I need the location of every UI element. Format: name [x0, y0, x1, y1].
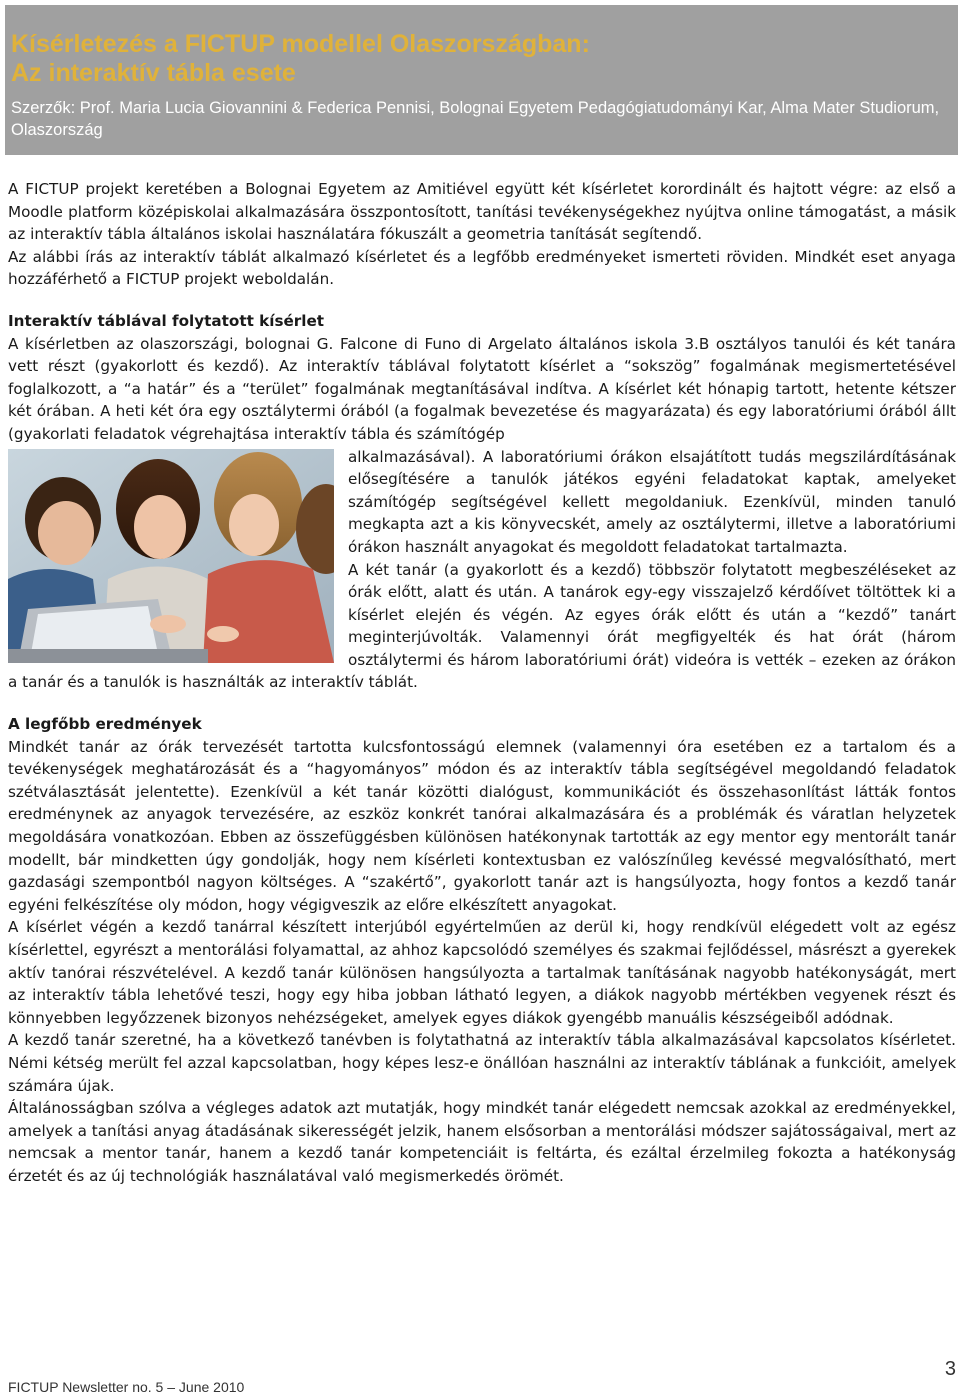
- header-banner: [5, 5, 958, 155]
- results-paragraph-2: A kísérlet végén a kezdő tanárral készített interjúból egyértelműen az derül ki, hogy rendkívül elégedett volt az egész kísérlettel, egyrészt a mentorálási folyamattal, az ahhoz kapcsolódó személyes és szakmai fejlődéssel, másrészt a gyerekek aktív tanórai részvételével. A kezdő tanár különösen hangsúlyozta a tartalmak tanításának nagyobb hatékonyságát, mert az interaktív tábla lehetővé teszi, hogy egy hiba jobban látható legyen, a diákok nagyobb mértékben vegyenek részt és könnyebben legyőzzenek bizonyos nehézségeket, amelyek egyes diákok gyengébb manuális készségeiből adódnak.: [8, 918, 956, 1027]
- results-paragraph-3: A kezdő tanár szeretné, ha a következő tanévben is folytathatná az interaktív tábla alkalmazásával kapcsolatos kísérletet. Némi kétség merült fel azzal kapcsolatban, hogy képes lesz-e önállóan használni az interaktív táblának a funkcióit, amelyek számára újak.: [8, 1031, 956, 1095]
- title-line-1: Kísérletezés a FICTUP modellel Olaszországban:: [11, 30, 590, 58]
- experiment-paragraph-1a: A kísérletben az olaszországi, bolognai G. Falcone di Funo di Argelato általános iskola 3.B osztályos tanulói és két tanára vett részt (gyakorlott és kezdő). Az interaktív táblával folytatott kísérlet a “sokszög” fogalmának megismertetésével foglalkozott, a “a határ” és a “terület” fogalmának megtanításával indítva. A kísérlet két hónapig tartott, hetente kétszer két órában. A heti két óra egy osztálytermi órából (a fogalmak bevezetése és magyarázata) és egy laboratóriumi órából állt (gyakorlati feladatok végrehajtása interaktív tábla és számítógép: [8, 334, 956, 443]
- section-heading-experiment: Interaktív táblával folytatott kísérlet: [8, 311, 325, 330]
- spacer: [8, 291, 956, 310]
- students-laptop-photo: [8, 449, 334, 663]
- intro-paragraph-1: A FICTUP projekt keretében a Bolognai Egyetem az Amitiével együtt két kísérletet korordinált és hajtott végre: az első a Moodle platform középiskolai alkalmazására összpontosított, tanítási tevékenységekhez nyújtva online támogatást, a másik az interaktív tábla általános iskolai használatára fókuszált a geometria tanítását segítendő.: [8, 180, 956, 244]
- section-heading-results: A legfőbb eredmények: [8, 715, 202, 734]
- newsletter-footer: FICTUP Newsletter no. 5 – June 2010: [8, 1379, 245, 1395]
- experiment-paragraph-2: A két tanár (a gyakorlott és a kezdő) többször folytatott megbeszéléseket az órák előtt, alatt és után. A tanárok egy-egy visszajelző kérdőívet töltöttek ki a kísérlet elején és végén. Az egyes órák előtt és után a “kezdő” tanárt meginterjúvolták. Valamennyi órát megfigyelték és hat órát (három osztálytermi és három laboratóriumi órát) videóra is vették – ezeken az órákon a tanár és a tanulók is használták az interaktív táblát.: [8, 560, 956, 692]
- page-number: 3: [944, 1358, 956, 1380]
- article-body: [8, 178, 956, 1188]
- title-line-2: Az interaktív tábla esete: [11, 59, 296, 87]
- results-paragraph-1: Mindkét tanár az órák tervezését tartotta kulcsfontosságú elemnek (valamennyi óra esetében ez a tartalom és a tevékenységek meghatározását és a “hagyományos” módon és az interaktív tábla segítségével megoldandó feladatok szétválasztását jelentette). Ezenkívül a két tanár közötti dialógust, kommunikációt és összehasonlítást látták fontos eredménynek az anyagok tervezésére, az eszköz konkrét tanórai alkalmazására és a problémák és váratlan helyzetek megoldására vonatkozóan. Ebben az összefüggésben különösen hatékonynak tartották az egy mentor egy mentorált tanár modellt, bár mindketten úgy gondolják, hogy nem kísérleti kontextusban ez valószínűleg kevéssé megvalósítható, mert gazdasági szempontból nagyon költséges. A “szakértő”, gyakorlott tanár azt is hangsúlyozta, hogy fontos a kezdő tanár egyéni felkészítése oly módon, hogy végigveszik az előre elkészített anyagokat.: [8, 737, 956, 914]
- authors-line: Szerzők: Prof. Maria Lucia Giovannini & Federica Pennisi, Bolognai Egyetem Pedagógiatudományi Kar, Alma Mater Studiorum, Olaszország: [11, 99, 940, 139]
- spacer: [8, 694, 956, 713]
- experiment-paragraph-1b: alkalmazásával). A laboratóriumi órákon elsajátított tudás megszilárdításának elősegítésére a tanulók játékos egyéni feladatokat kaptak, amelyeket számítógép segítségével kellett megoldaniuk. Ezenkívül, minden tanuló megkapta azt a kis könyvecskét, amely az osztálytermi, illetve a laboratóriumi órákon használt anyagokat és megoldott feladatokat tartalmazta.: [348, 447, 956, 556]
- article-title: [11, 30, 952, 88]
- intro-paragraph-2: Az alábbi írás az interaktív táblát alkalmazó kísérletet és a legfőbb eredményeket ismerteti röviden. Mindkét eset anyaga hozzáférhető a FICTUP projekt weboldalán.: [8, 247, 956, 289]
- results-paragraph-4: Általánosságban szólva a végleges adatok azt mutatják, hogy mindkét tanár elégedett nemcsak azokkal az eredményekkel, amelyek a tanítási anyag átadásának sikerességét jelzik, hanem elsősorban a mentorálási módszer sajátosságaival, mert az nemcsak a mentor tanár, hanem a kezdő tanár kompetenciáit is feltárta, és ezáltal érzelmileg fokozta a hatékonyság érzetét és az új technológiák használatával való megismerkedés örömét.: [8, 1099, 956, 1185]
